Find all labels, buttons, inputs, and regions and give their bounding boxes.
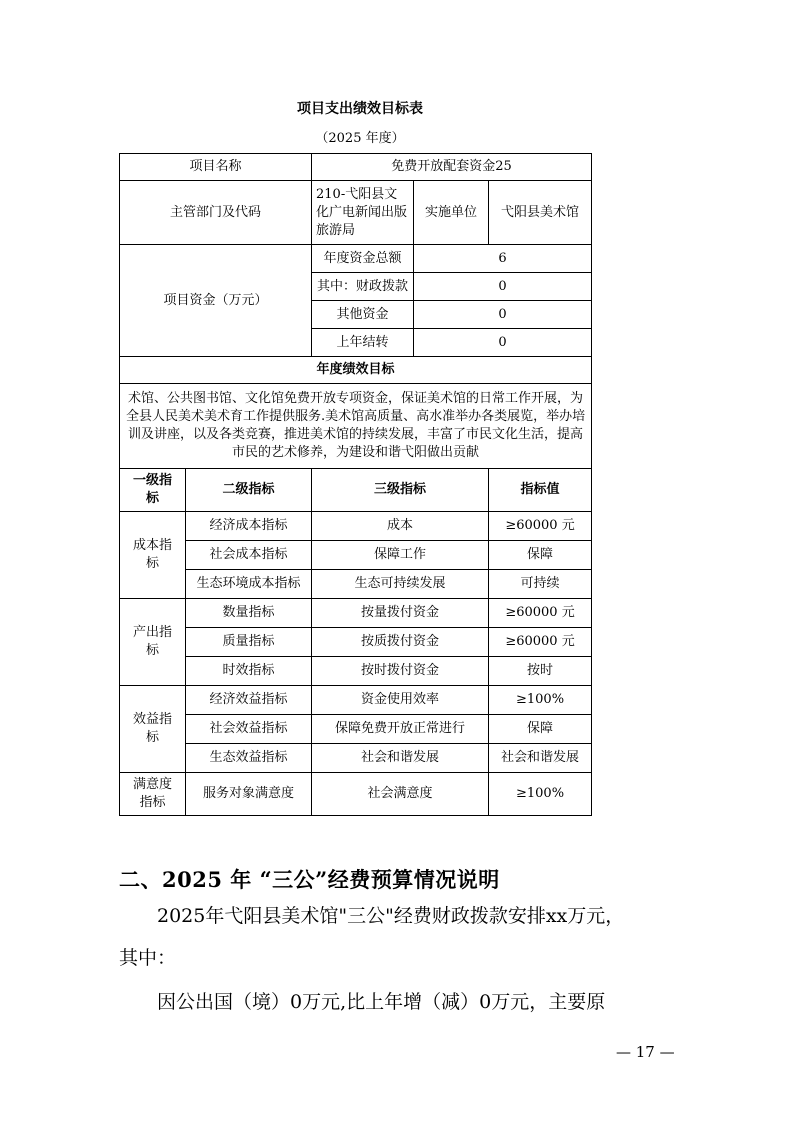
fund-value: 0 bbox=[414, 301, 592, 329]
level2-indicator: 数量指标 bbox=[186, 599, 312, 628]
level1-indicator: 产出指标 bbox=[120, 599, 186, 686]
impl-value: 弋阳县美术馆 bbox=[489, 181, 592, 245]
level3-indicator: 保障工作 bbox=[312, 541, 489, 570]
indicator-value: ≥100% bbox=[489, 686, 592, 715]
level2-indicator: 生态环境成本指标 bbox=[186, 570, 312, 599]
level2-indicator: 社会效益指标 bbox=[186, 715, 312, 744]
project-name-label: 项目名称 bbox=[120, 154, 312, 181]
annual-goal-text: 术馆、公共图书馆、文化馆免费开放专项资金，保证美术馆的日常工作开展，为全县人民美术美术育工作提供服务.美术馆高质量、高水准举办各类展览，举办培训及讲座，以及各类竞赛，推进美术馆的持续发展，丰富了市民文化生活，提高市民的艺术修养，为建设和谐弋阳做出贡献 bbox=[120, 384, 592, 469]
indicator-row bbox=[120, 773, 592, 816]
fund-value: 0 bbox=[414, 329, 592, 357]
indicator-row bbox=[120, 715, 592, 744]
indicator-value: ≥60000 元 bbox=[489, 599, 592, 628]
fund-value: 6 bbox=[414, 245, 592, 273]
indicator-row bbox=[120, 744, 592, 773]
level1-indicator: 满意度指标 bbox=[120, 773, 186, 816]
fund-label: 年度资金总额 bbox=[312, 245, 414, 273]
level1-indicator: 成本指标 bbox=[120, 512, 186, 599]
indicator-row bbox=[120, 599, 592, 628]
level2-indicator: 生态效益指标 bbox=[186, 744, 312, 773]
header-value: 指标值 bbox=[489, 469, 592, 512]
annual-goal-label: 年度绩效目标 bbox=[120, 357, 592, 384]
indicator-row bbox=[120, 512, 592, 541]
level3-indicator: 生态可持续发展 bbox=[312, 570, 489, 599]
indicator-value: ≥100% bbox=[489, 773, 592, 816]
indicator-row bbox=[120, 570, 592, 599]
level2-indicator: 社会成本指标 bbox=[186, 541, 312, 570]
indicator-row bbox=[120, 686, 592, 715]
level2-indicator: 质量指标 bbox=[186, 628, 312, 657]
level2-indicator: 经济成本指标 bbox=[186, 512, 312, 541]
section-heading: 二、2025 年 “三公”经费预算情况说明 bbox=[119, 867, 500, 892]
header-level3: 三级指标 bbox=[312, 469, 489, 512]
level3-indicator: 社会和谐发展 bbox=[312, 744, 489, 773]
indicator-row bbox=[120, 628, 592, 657]
indicator-row bbox=[120, 657, 592, 686]
project-name-value: 免费开放配套资金25 bbox=[312, 154, 592, 181]
fund-label: 上年结转 bbox=[312, 329, 414, 357]
document-subtitle: （2025 年度） bbox=[315, 131, 405, 146]
level3-indicator: 保障免费开放正常进行 bbox=[312, 715, 489, 744]
impl-label: 实施单位 bbox=[414, 181, 489, 245]
level2-indicator: 经济效益指标 bbox=[186, 686, 312, 715]
indicator-value: ≥60000 元 bbox=[489, 512, 592, 541]
indicator-value: ≥60000 元 bbox=[489, 628, 592, 657]
dept-label: 主管部门及代码 bbox=[120, 181, 312, 245]
level3-indicator: 按量拨付资金 bbox=[312, 599, 489, 628]
header-level2: 二级指标 bbox=[186, 469, 312, 512]
indicator-value: 按时 bbox=[489, 657, 592, 686]
fund-value: 0 bbox=[414, 273, 592, 301]
paragraph-1: 2025年弋阳县美术馆"三公"经费财政拨款安排xx万元， bbox=[157, 905, 625, 927]
indicator-row bbox=[120, 541, 592, 570]
paragraph-2: 其中： bbox=[119, 947, 177, 969]
performance-table bbox=[119, 153, 592, 816]
level3-indicator: 按质拨付资金 bbox=[312, 628, 489, 657]
level3-indicator: 成本 bbox=[312, 512, 489, 541]
dept-value: 210-弋阳县文化广电新闻出版旅游局 bbox=[312, 181, 414, 245]
level2-indicator: 时效指标 bbox=[186, 657, 312, 686]
fund-label: 其中：财政拨款 bbox=[312, 273, 414, 301]
indicator-value: 保障 bbox=[489, 541, 592, 570]
level3-indicator: 资金使用效率 bbox=[312, 686, 489, 715]
level1-indicator: 效益指标 bbox=[120, 686, 186, 773]
level3-indicator: 社会满意度 bbox=[312, 773, 489, 816]
fund-label: 其他资金 bbox=[312, 301, 414, 329]
paragraph-3: 因公出国（境）0万元,比上年增（减）0万元，主要原 bbox=[157, 991, 606, 1013]
indicator-value: 社会和谐发展 bbox=[489, 744, 592, 773]
page-number: — 17 — bbox=[616, 1043, 675, 1061]
funds-label: 项目资金（万元） bbox=[120, 245, 312, 357]
level2-indicator: 服务对象满意度 bbox=[186, 773, 312, 816]
indicator-value: 保障 bbox=[489, 715, 592, 744]
level3-indicator: 按时拨付资金 bbox=[312, 657, 489, 686]
header-level1: 一级指标 bbox=[120, 469, 186, 512]
indicator-value: 可持续 bbox=[489, 570, 592, 599]
document-title: 项目支出绩效目标表 bbox=[297, 101, 423, 117]
